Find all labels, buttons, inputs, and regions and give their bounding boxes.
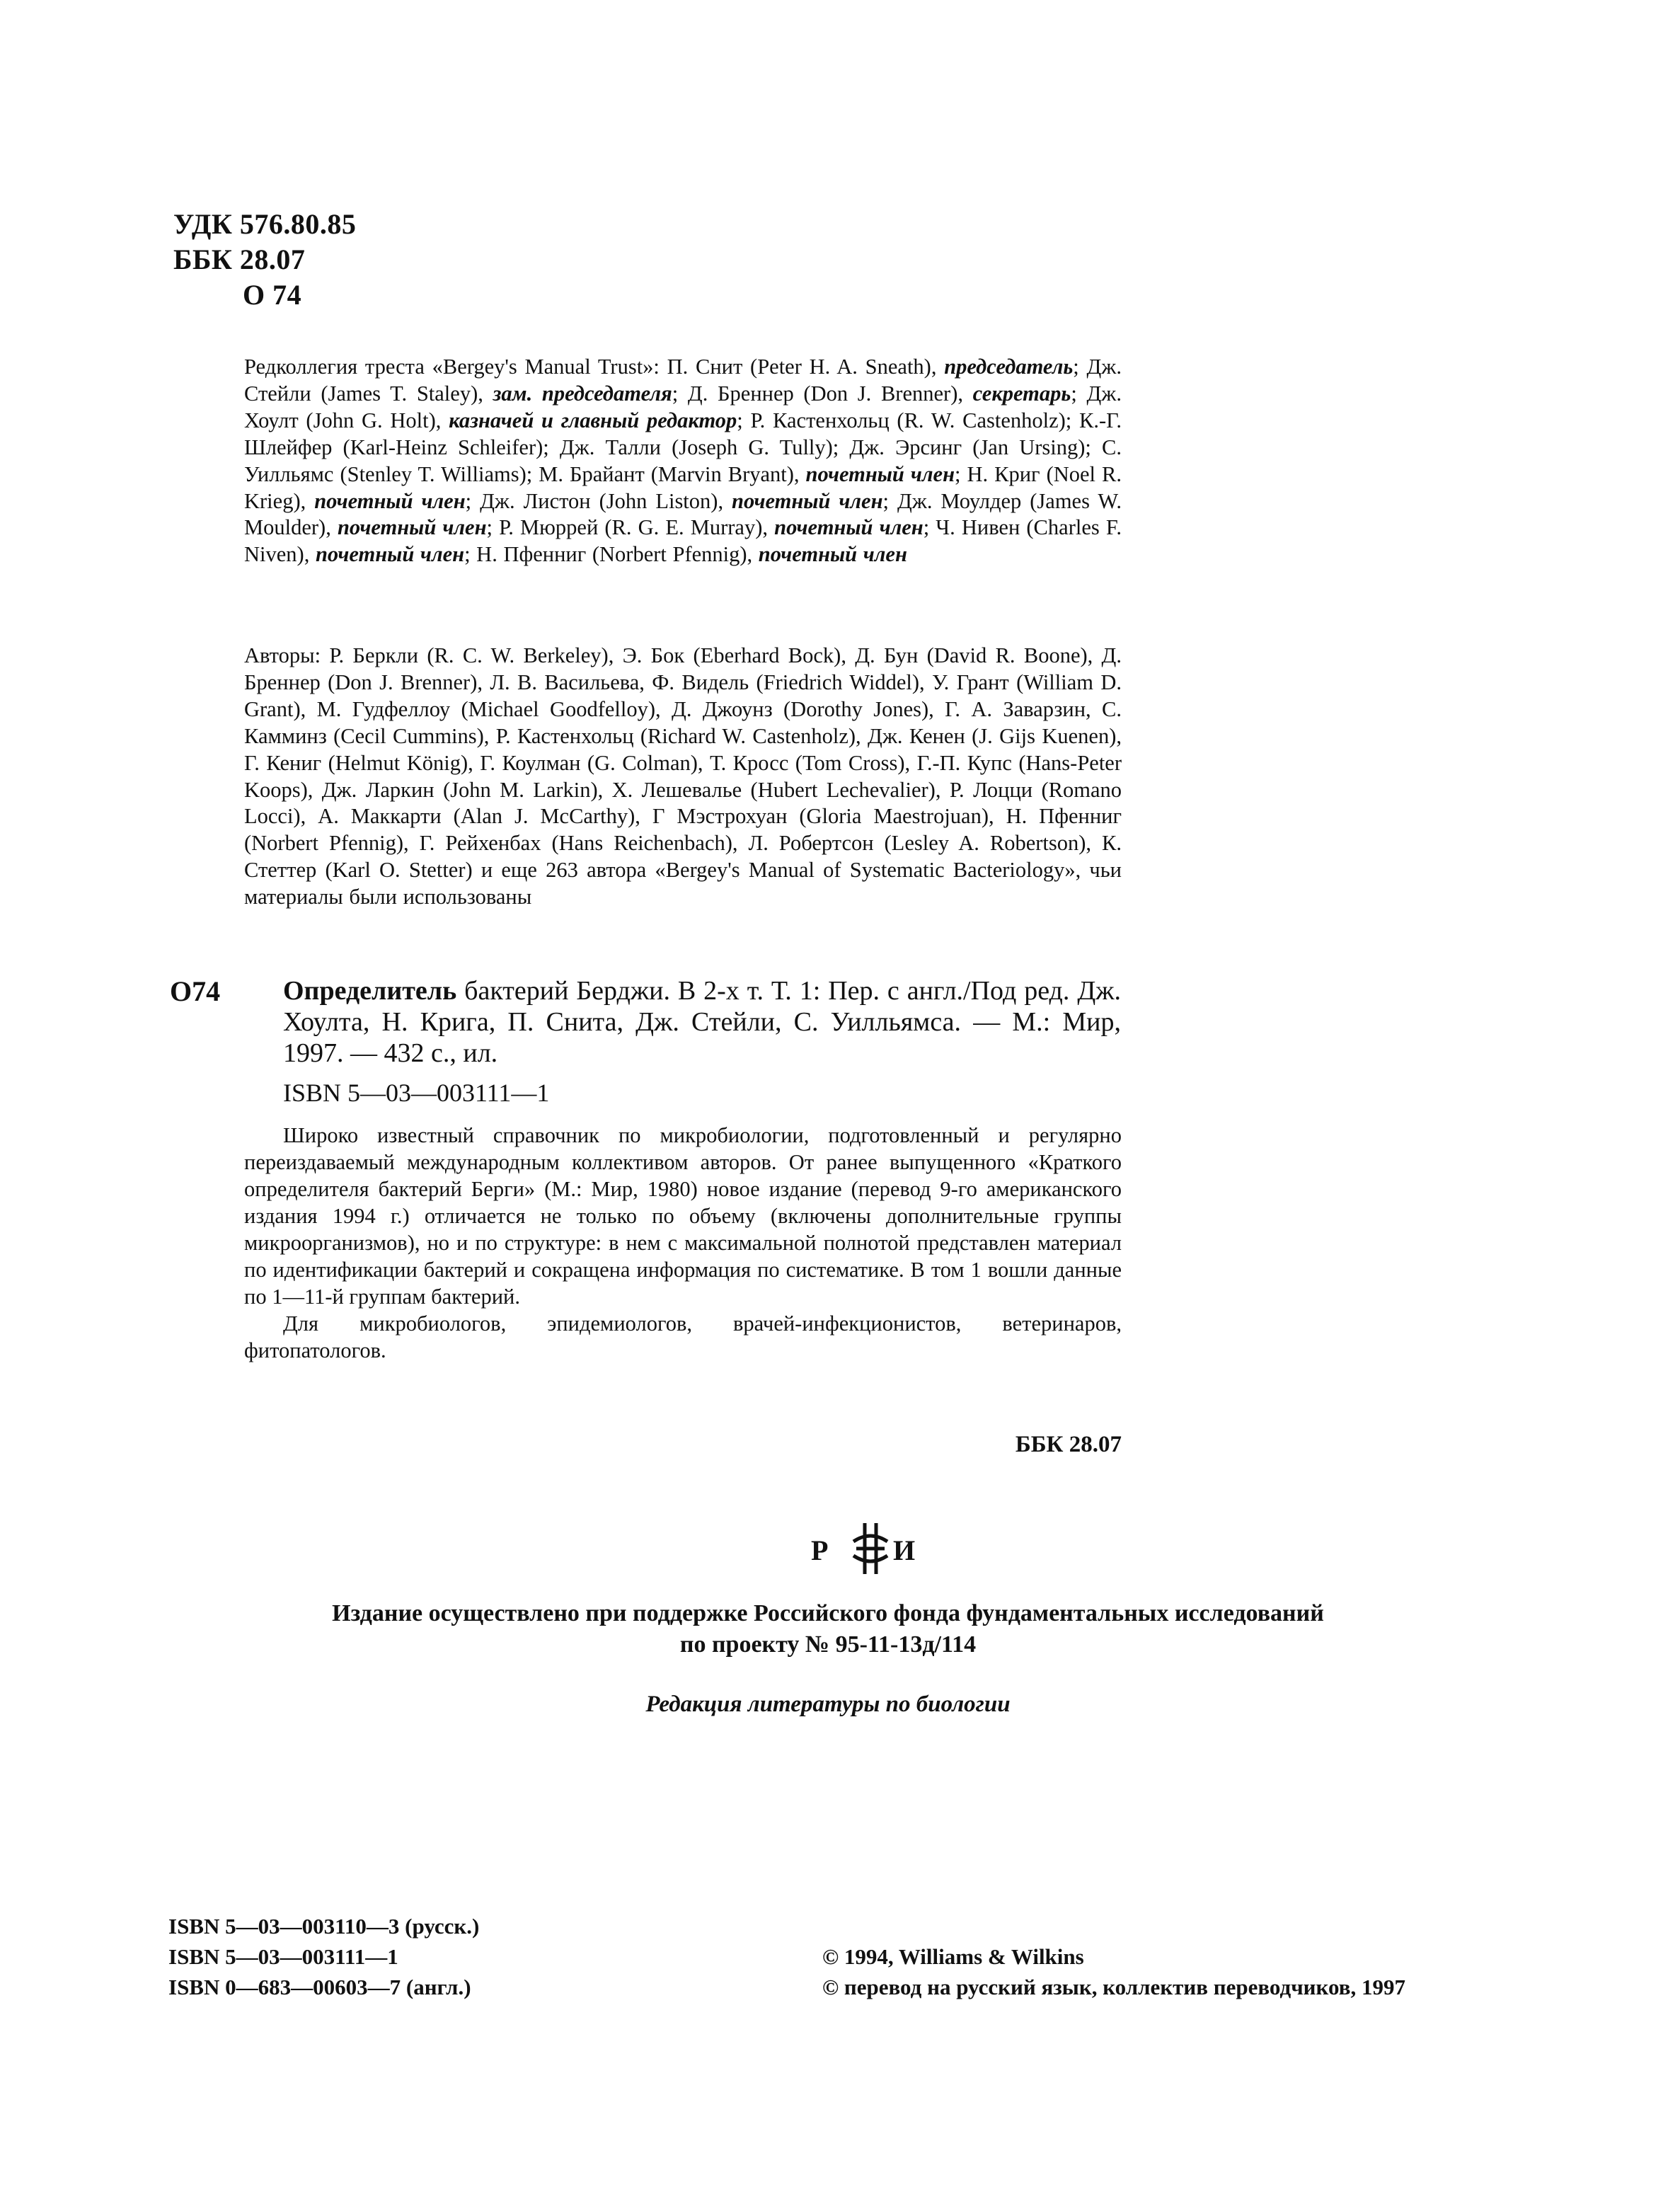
isbn-line: ISBN 5—03—003110—3 (русск.) (168, 1914, 480, 1939)
annotation (244, 1122, 1122, 1364)
isbn-line: ISBN 5—03—003111—1 (168, 1944, 398, 1969)
isbn-line: ISBN 0—683—00603—7 (англ.) (168, 1975, 471, 1999)
svg-text:Р: Р (811, 1534, 829, 1566)
bibliographic-entry: Определитель бактерий Берджи. В 2-х т. Т. 1: Пер. с англ./Под ред. Дж. Хоулта, Н. Крига, П. Снита, Дж. Стейли, С. Уилльямса. — М.: Мир, 1997. — 432 с., ил. (283, 976, 1121, 1068)
author-sign-code: О 74 (243, 279, 302, 311)
copyright-block (822, 1941, 1405, 2002)
isbn-list (168, 1911, 479, 2002)
entry-isbn: ISBN 5—03—003111—1 (283, 1079, 550, 1107)
annotation-paragraph: Широко известный справочник по микробиологии, подготовленный и регулярно переиздаваемый международным коллективом авторов. От ранее выпущенного «Краткого определителя бактерий Берги» (М.: Мир, 1980) новое издание (перевод 9-го американского издания 1994 г.) отличается не только по объему (включены дополнительные группы микроорганизмов), но и по структуре: в нем с максимальной полнотой представлен материал по идентификации бактерий и сокращена информация по систематике. В том 1 вошли данные по 1—11-й группам бактерий. (244, 1123, 1122, 1309)
copyright-line: © 1994, Williams & Wilkins (822, 1944, 1084, 1969)
editorial-board: Редколлегия треста «Bergey's Manual Trust»: П. Снит (Peter H. A. Sneath), председатель; Дж. Стейли (James T. Staley), зам. председателя; Д. Бреннер (Don J. Brenner), секретарь; Дж. Хоулт (John G. Holt), казначей и главный редактор; Р. Кастенхольц (R. W. Castenholz); К.-Г. Шлейфер (Karl-Heinz Schleifer); Дж. Талли (Joseph G. Tully); Дж. Эрсинг (Jan Ursing); С. Уилльямс (Stenley T. Williams); М. Брайант (Marvin Bryant), почетный член; Н. Криг (Noel R. Krieg), почетный член; Дж. Листон (John Liston), почетный член; Дж. Моулдер (James W. Moulder), почетный член; Р. Мюррей (R. G. E. Murray), почетный член; Ч. Нивен (Charles F. Niven), почетный член; Н. Пфенниг (Norbert Pfennig), почетный член (244, 355, 1122, 567)
audience-paragraph: Для микробиологов, эпидемиологов, врачей-инфекционистов, ветеринаров, фитопатологов. (244, 1311, 1122, 1362)
svg-text:И: И (893, 1534, 916, 1566)
authors-list: Авторы: Р. Беркли (R. C. W. Berkeley), Э. Бок (Eberhard Bock), Д. Бун (David R. Boone), Д. Бреннер (Don J. Brenner), Л. В. Васильева, Ф. Видель (Friedrich Widdel), У. Грант (William D. Grant), М. Гудфеллоу (Michael Goodfelloy), Д. Джоунз (Dorothy Jones), Г. А. Заварзин, С. Камминз (Cecil Cummins), Р. Кастенхольц (Richard W. Castenholz), Дж. Кенен (J. Gijs Kuenen), Г. Кениг (Helmut König), Г. Коулман (G. Colman), Т. Кросс (Tom Cross), Г.-П. Купс (Hans-Peter Koops), Дж. Ларкин (John M. Larkin), Х. Лешевалье (Hubert Lechevalier), Р. Лоцци (Romano Locci), А. Маккарти (Alan J. McCarthy), Г Мэстрохуан (Gloria Maestrojuan), Н. Пфенниг (Norbert Pfennig), Г. Рейхенбах (Hans Reichenbach), Л. Робертсон (Lesley A. Robertson), К. Стеттер (Karl O. Stetter) и еще 263 автора «Bergey's Manual of Systematic Bacteriology», чьи материалы были использованы (244, 643, 1122, 909)
editorial-department: Редакция литературы по биологии (645, 1692, 1011, 1717)
bbk-bottom: ББК 28.07 (1015, 1432, 1122, 1457)
entry-index: О74 (170, 975, 221, 1007)
copyright-line: © перевод на русский язык, коллектив переводчиков, 1997 (822, 1975, 1405, 1999)
support-statement: Издание осуществлено при поддержке Российского фонда фундаментальных исследований по проекту № 95-11-13д/114 (332, 1600, 1324, 1658)
rffi-logo (807, 1520, 934, 1577)
udk-code: УДК 576.80.85 (173, 208, 357, 240)
bbk-code: ББК 28.07 (173, 243, 306, 275)
rffi-logo-icon (807, 1520, 934, 1577)
catalog-codes (173, 207, 356, 313)
